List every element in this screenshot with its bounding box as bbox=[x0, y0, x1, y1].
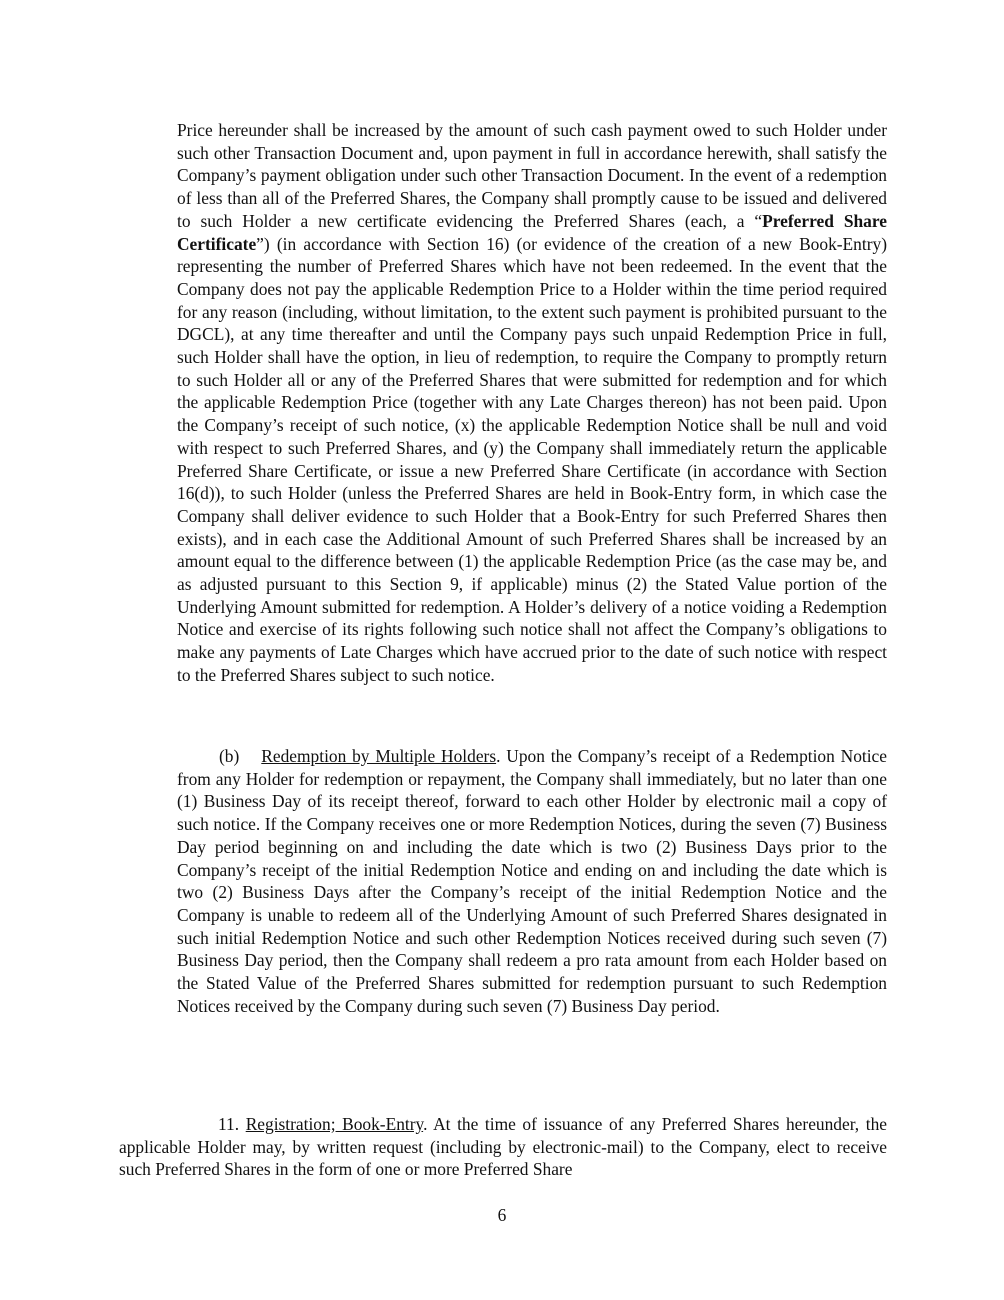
paragraph-text: Price hereunder shall be increased by the amount of such cash payment owed to such Holder under such other Transaction Document and, upon payment in full in accordance herewith, shall satisfy the Company’s payment obligation under such other Transaction Document. In the event of a redemption of less than all of the Preferred Shares, the Company shall promptly cause to be issued and delivered to such Holder a new certificate evidencing the Preferred Shares (each, a “ bbox=[177, 120, 887, 231]
section-heading: Registration; Book-Entry bbox=[245, 1114, 424, 1134]
page-number: 6 bbox=[497, 1205, 507, 1225]
subsection-label: (b) bbox=[219, 746, 240, 766]
paragraph-text: ”) (in accordance with Section 16) (or evidence of the creation of a new Book-Entry) representing the number of Preferred Shares which have not been redeemed. In the event that the Company does not pay the applicable Redemption Price to a Holder within the time period required for any reason (including, without limitation, to the extent such payment is prohibited pursuant to the DGCL), at any time thereafter and until the Company pays such unpaid Redemption Price in full, such Holder shall have the option, in lieu of redemption, to require the Company to promptly return to such Holder all or any of the Preferred Shares that were submitted for redemption and for which the applicable Redemption Price (together with any Late Charges thereon) has not been paid. Upon the Company’s receipt of such notice, (x) the applicable Redemption Notice shall be null and void with respect to such Preferred Shares, and (y) the Company shall immediately return the applicable Preferred Share Certificate, or issue a new Preferred Share Certificate (in accordance with Section 16(d)), to such Holder (unless the Preferred Shares are held in Book-Entry form, in which case the Company shall deliver evidence to such Holder that a Book-Entry for such Preferred Shares then exists), and in each case the Additional Amount of such Preferred Shares shall be increased by an amount equal to the difference between (1) the applicable Redemption Price (as the case may be, and as adjusted pursuant to this Section 9, if applicable) minus (2) the Stated Value portion of the Underlying Amount submitted for redemption. A Holder’s delivery of a notice voiding a Redemption Notice and exercise of its rights following such notice shall not affect the Company’s obligations to make any payments of Late Charges which have accrued prior to the date of such notice with respect to the Preferred Shares subject to such notice. bbox=[177, 233, 887, 685]
paragraph-registration-book-entry bbox=[119, 1113, 887, 1181]
heading-period: . bbox=[423, 1114, 428, 1134]
paragraph-redemption-multiple-holders bbox=[177, 745, 887, 1017]
defined-term-preferred-share-certificate: Preferred Share Certificate bbox=[177, 210, 887, 254]
paragraph-text: At the time of issuance of any Preferred Shares hereunder, the applicable Holder may, by written request (including by electronic-mail) to the Company, elect to receive such Preferred Shares in the form of one or more Preferred Share bbox=[119, 1114, 887, 1180]
section-number: 11. bbox=[218, 1114, 246, 1134]
heading-period: . bbox=[496, 746, 501, 766]
paragraph-text: Upon the Company’s receipt of a Redemption Notice from any Holder for redemption or repayment, the Company shall immediately, but no later than one (1) Business Day of its receipt thereof, forward to each other Holder by electronic mail a copy of such notice. If the Company receives one or more Redemption Notices, during the seven (7) Business Day period beginning on and including the date which is two (2) Business Days prior to the Company’s receipt of the initial Redemption Notice and ending on and including the date which is two (2) Business Days after the Company’s receipt of the initial Redemption Notice and the Company is unable to redeem all of the Underlying Amount of such Preferred Shares designated in such initial Redemption Notice and such other Redemption Notices received during such seven (7) Business Day period, then the Company shall redeem a pro rata amount from each Holder based on the Stated Value of the Preferred Shares submitted for redemption pursuant to such Redemption Notices received by the Company during such seven (7) Business Day period. bbox=[177, 746, 887, 1016]
paragraph-redemption-continuation bbox=[177, 119, 887, 687]
subsection-heading: Redemption by Multiple Holders bbox=[261, 746, 497, 766]
